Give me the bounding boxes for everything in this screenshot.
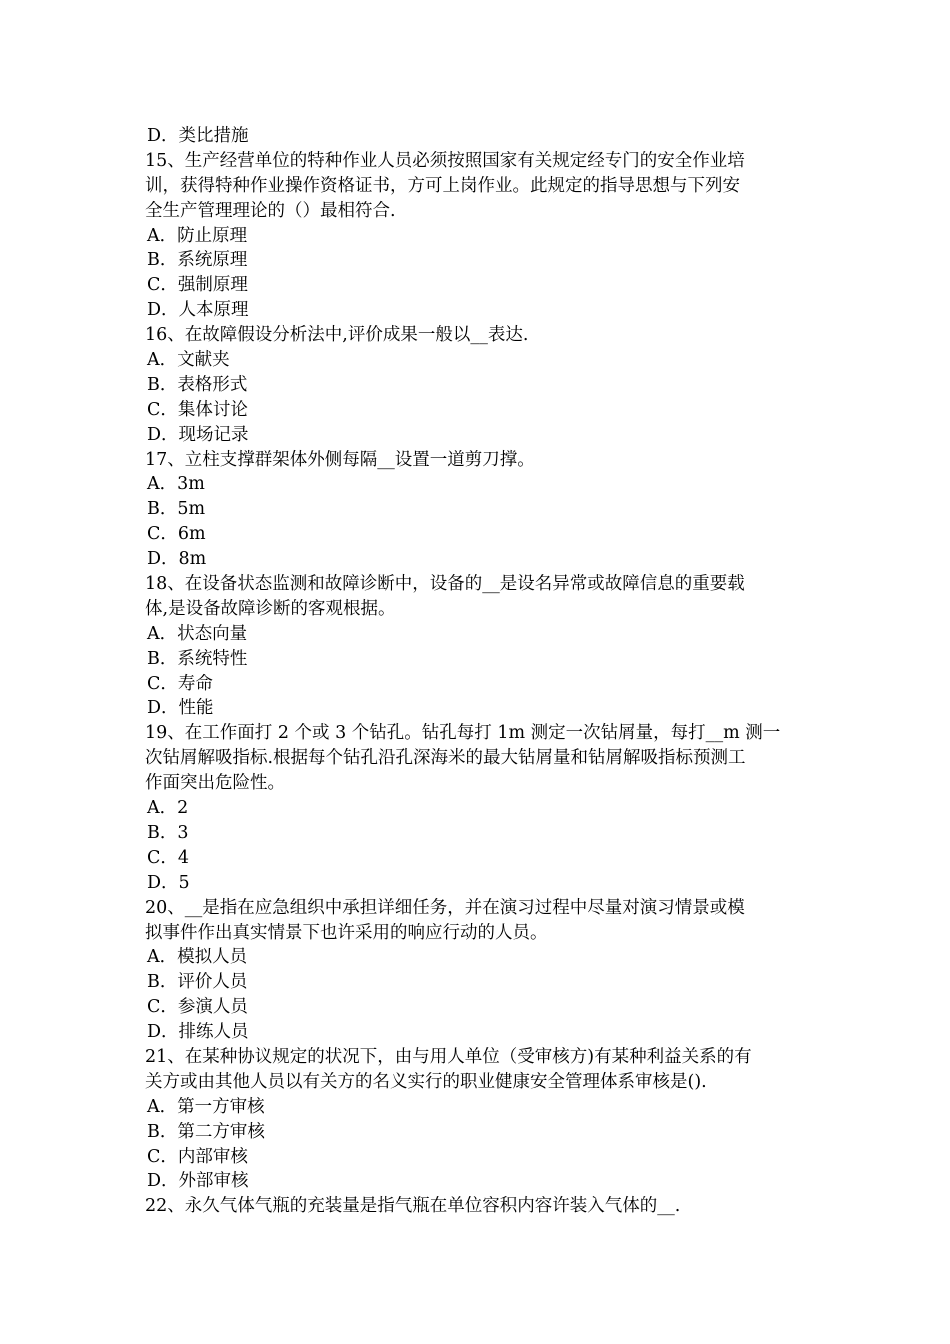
question-text-line: 19、在工作面打 2 个或 3 个钻孔。钻孔每打 1m 测定一次钻屑量，每打__m 测一 [145,723,781,744]
answer-option: D．排练人员 [147,1022,249,1043]
answer-option: A．状态向量 [147,623,248,644]
answer-option: D．性能 [147,698,214,719]
answer-option: D．8m [147,549,207,570]
answer-option: B．5m [147,499,206,520]
question-text-line: 17、立柱支撑群架体外侧每隔__设置一道剪刀撑。 [145,449,535,470]
question-text-line: 训，获得特种作业操作资格证书，方可上岗作业。此规定的指导思想与下列安 [145,175,740,196]
answer-option: C．内部审核 [147,1146,248,1167]
answer-option: A．第一方审核 [147,1096,265,1117]
question-text-line: 22、永久气体气瓶的充装量是指气瓶在单位容积内容许装入气体的__. [145,1196,681,1217]
question-text-line: 次钻屑解吸指标.根据每个钻孔沿孔深海米的最大钻屑量和钻屑解吸指标预测工 [145,748,746,769]
question-text-line: 体,是设备故障诊断的客观根据。 [145,598,396,619]
answer-option: C．寿命 [147,673,213,694]
answer-option: C．参演人员 [147,997,248,1018]
answer-option: A．防止原理 [147,225,248,246]
question-text-line: 作面突出危险性。 [145,773,285,794]
answer-option: B．系统原理 [147,250,248,271]
answer-option: B．评价人员 [147,972,248,993]
answer-option: C．集体讨论 [147,399,248,420]
answer-option: D．外部审核 [147,1171,249,1192]
question-text-line: 16、在故障假设分析法中,评价成果一般以__表达. [145,325,529,346]
answer-option: A．模拟人员 [147,947,248,968]
answer-option: D．5 [147,872,190,893]
question-text-line: 21、在某种协议规定的状况下，由与用人单位（受审核方)有某种利益关系的有 [145,1046,752,1067]
question-text-line: 20、__是指在应急组织中承担详细任务，并在演习过程中尽量对演习情景或模 [145,897,745,918]
question-text-line: 15、生产经营单位的特种作业人员必须按照国家有关规定经专门的安全作业培 [145,150,745,171]
answer-option: A．3m [147,474,205,495]
answer-option: C．强制原理 [147,275,248,296]
document-body [145,124,808,1219]
question-text-line: 全生产管理理论的（）最相符合. [145,200,396,221]
answer-option: C．4 [147,847,190,868]
question-text-line: 拟事件作出真实情景下也许采用的响应行动的人员。 [145,922,548,943]
answer-option: B．表格形式 [147,374,248,395]
answer-option: B．第二方审核 [147,1121,265,1142]
question-text-line: 关方或由其他人员以有关方的名义实行的职业健康安全管理体系审核是(). [145,1071,707,1092]
answer-option: B．3 [147,822,189,843]
question-text-line: 18、在设备状态监测和故障诊断中，设备的__是设名异常或故障信息的重要载 [145,574,745,595]
answer-option: A．2 [147,798,189,819]
answer-option: B．系统特性 [147,648,248,669]
answer-option: D．人本原理 [147,300,249,321]
answer-option: A．文献夹 [147,350,230,371]
answer-option: D．现场记录 [147,424,249,445]
answer-option: D．类比措施 [147,126,249,146]
answer-option: C．6m [147,524,206,545]
